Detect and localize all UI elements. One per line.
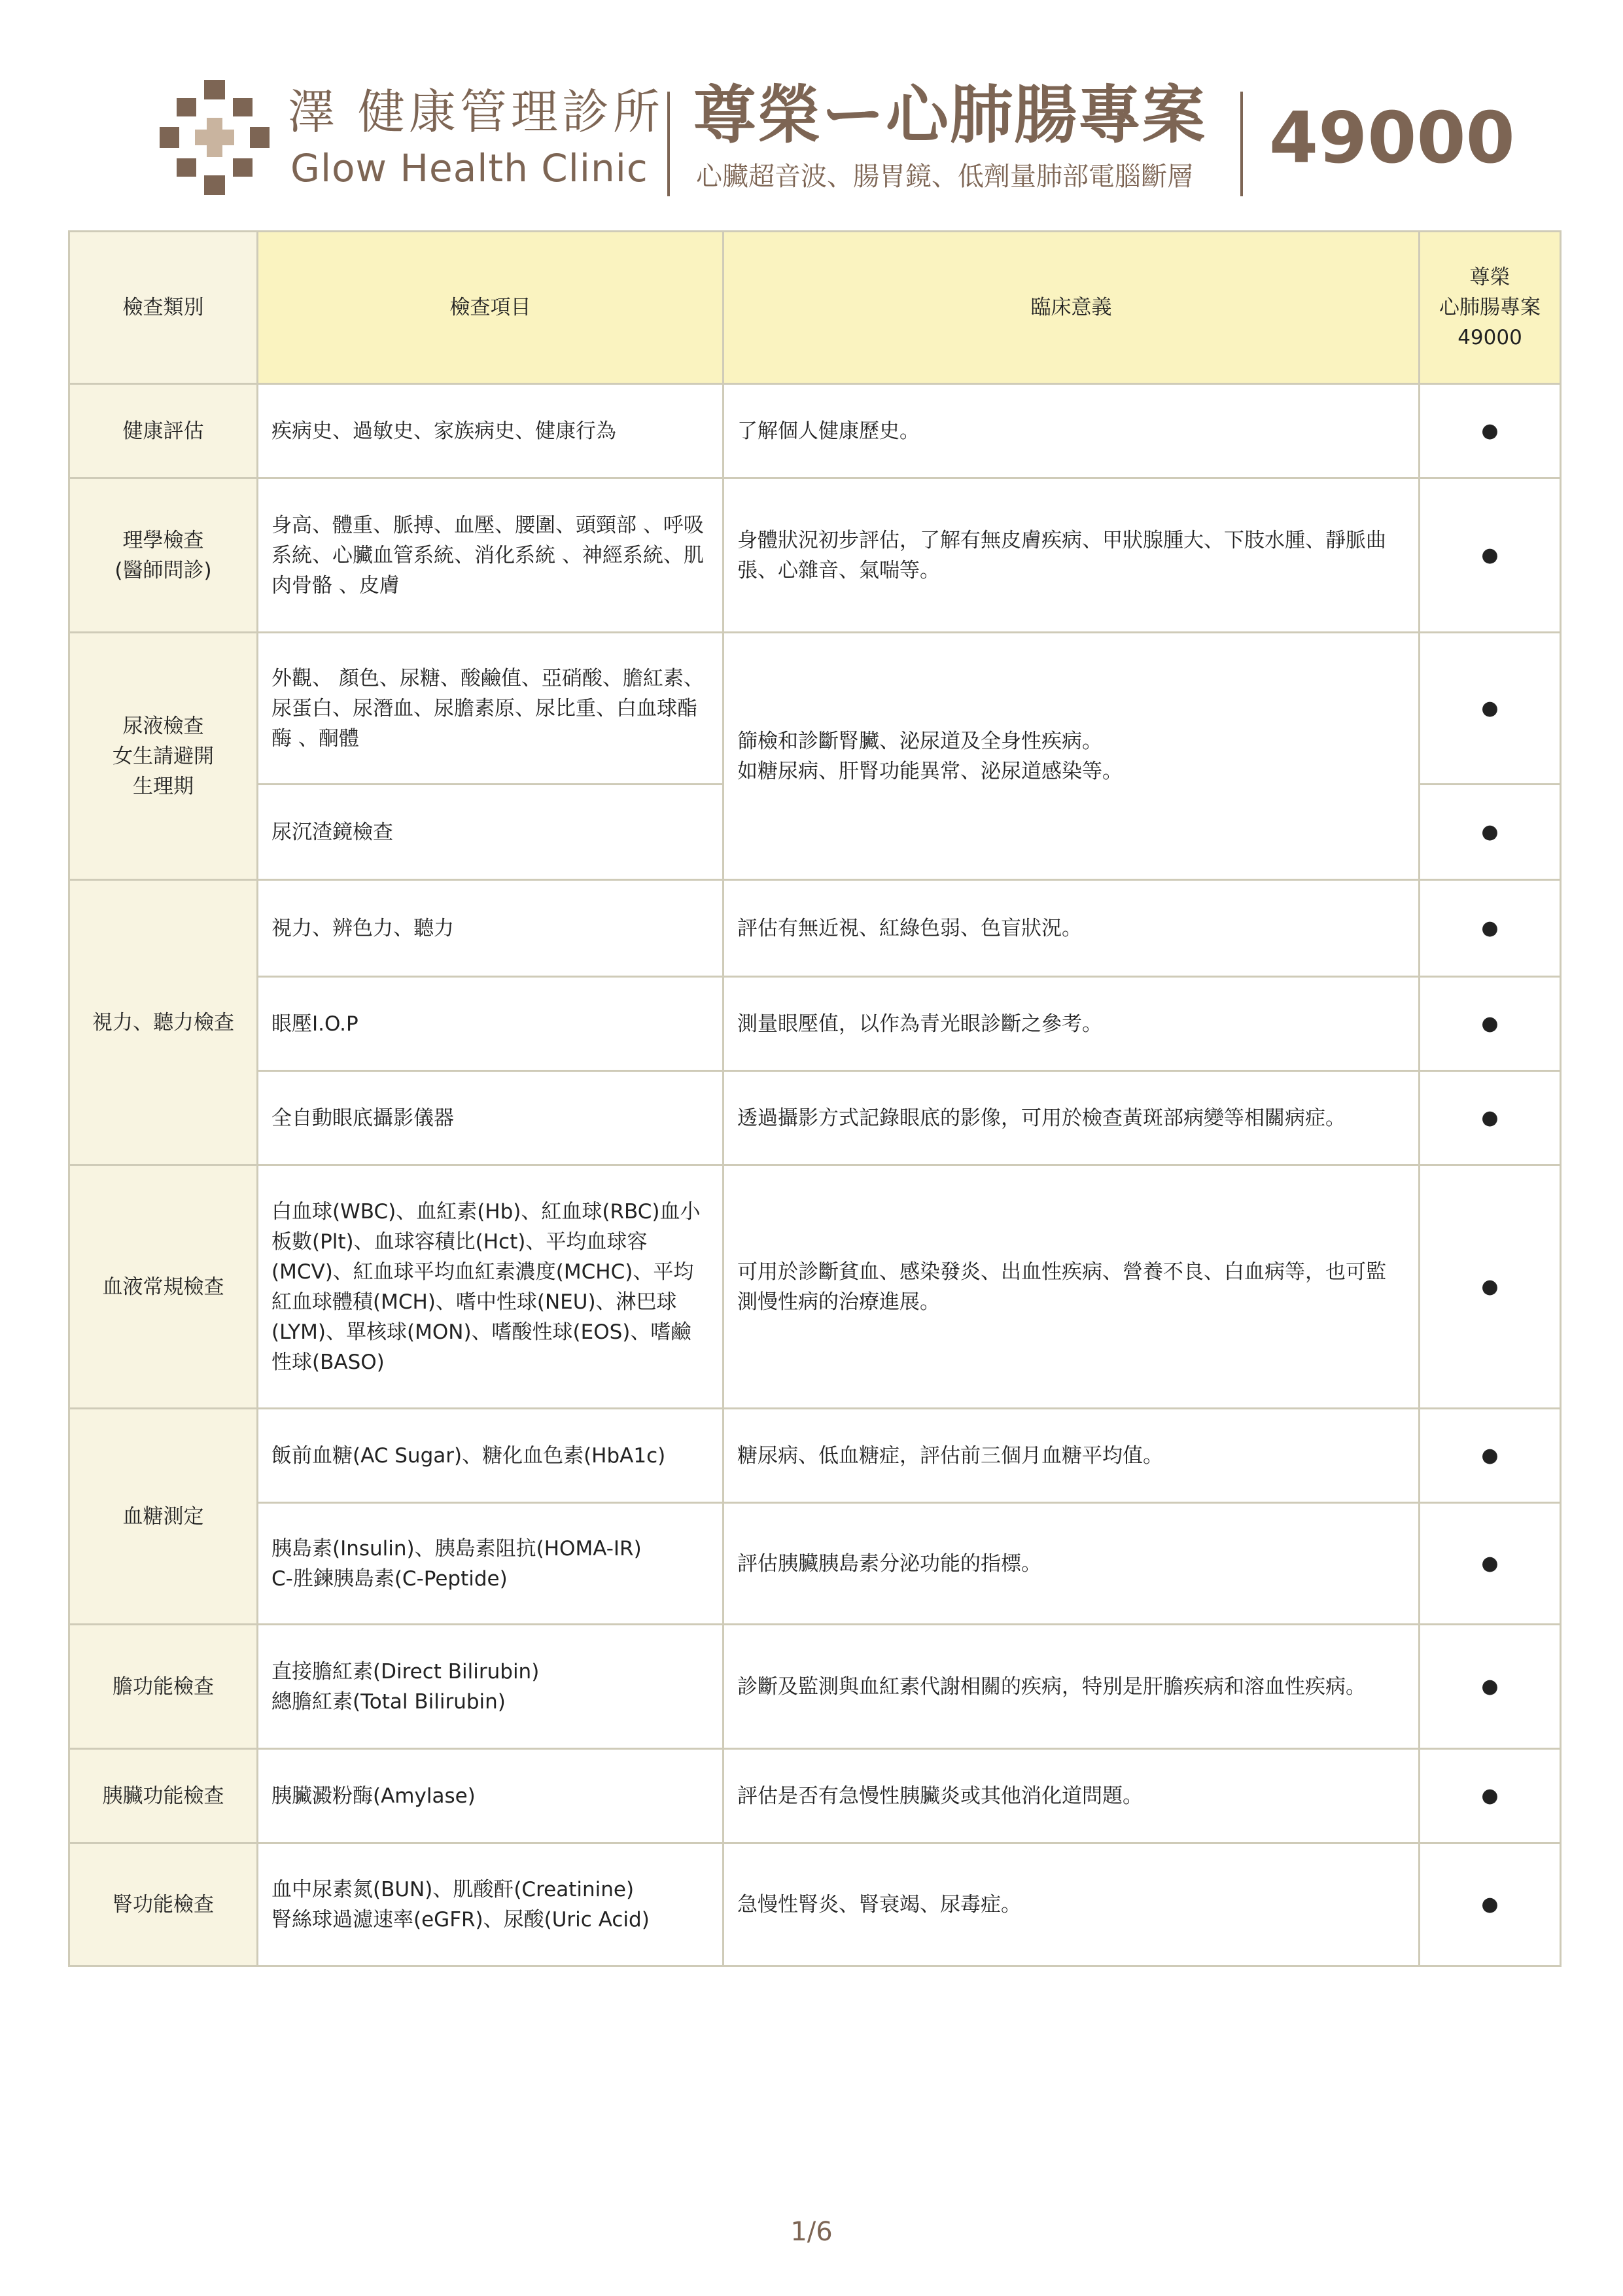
table-row [69,384,1561,478]
clinic-logo-icon [158,79,271,196]
clinic-name-en: Glow Health Clinic [290,146,648,190]
item-cell: 疾病史、過敏史、家族病史、健康行為 [258,384,724,478]
item-cell: 身高、體重、脈搏、血壓、腰圍、頭頸部 、呼吸系統、心臟血管系統、消化系統 、神經系統、肌肉骨骼 、皮膚 [258,478,724,633]
meaning-cell: 評估有無近視、紅綠色弱、色盲狀況。 [724,880,1420,977]
header-plan [1420,232,1561,384]
page-header [0,0,1623,222]
item-cell: 胰臟澱粉酶(Amylase) [258,1749,724,1843]
exam-table [68,230,1562,1967]
item-line: 胰島素(Insulin)、胰島素阻抗(HOMA-IR) C-胜鍊胰島素(C-Peptide) [271,1536,642,1591]
item-cell: 外觀、 顏色、尿糖、酸鹼值、亞硝酸、膽紅素、尿蛋白、尿潛血、尿膽素原、尿比重、白血球酯酶 、酮體 [258,633,724,785]
included-mark: ● [1420,977,1561,1071]
category-cell: 腎功能檢查 [69,1843,258,1966]
table-row [69,977,1561,1071]
meaning-cell: 可用於診斷貧血、感染發炎、出血性疾病、營養不良、白血病等，也可監測慢性病的治療進展。 [724,1165,1420,1409]
meaning-line: 篩檢和診斷腎臟、泌尿道及全身性疾病。 如糖尿病、肝腎功能異常、泌尿道感染等。 [737,729,1123,783]
included-mark: ● [1420,1165,1561,1409]
table-row [69,1843,1561,1966]
item-cell: 視力、辨色力、聽力 [258,880,724,977]
included-mark: ● [1420,785,1561,880]
header-plan-line: 49000 [1457,326,1522,349]
included-mark: ● [1420,1503,1561,1625]
category-cell: 血糖測定 [69,1409,258,1625]
category-cell [69,633,258,880]
page-number: 1/6 [790,2217,833,2247]
table-row [69,1625,1561,1749]
item-cell [258,1625,724,1749]
header-divider [667,92,670,196]
table-row [69,1749,1561,1843]
category-cell: 血液常規檢查 [69,1165,258,1409]
table-row [69,880,1561,977]
plan-price: 49000 [1269,97,1515,179]
item-cell: 白血球(WBC)、血紅素(Hb)、紅血球(RBC)血小板數(Plt)、血球容積比(Hct)、平均血球容(MCV)、紅血球平均血紅素濃度(MCHC)、平均紅血球體積(MCH)、嗜中性球(NEU)、淋巴球(LYM)、單核球(MON)、嗜酸性球(EOS)、嗜鹼性球(BASO) [258,1165,724,1409]
category-cell: 健康評估 [69,384,258,478]
included-mark: ● [1420,1625,1561,1749]
category-cell: 視力、聽力檢查 [69,880,258,1165]
meaning-cell: 評估胰臟胰島素分泌功能的指標。 [724,1503,1420,1625]
plan-title: 尊榮ー心肺腸專案 [693,79,1206,152]
included-mark: ● [1420,1409,1561,1503]
category-cell [69,478,258,633]
category-cell: 胰臟功能檢查 [69,1749,258,1843]
category-cell: 膽功能檢查 [69,1625,258,1749]
included-mark: ● [1420,880,1561,977]
included-mark: ● [1420,1071,1561,1165]
table-row [69,1165,1561,1409]
included-mark: ● [1420,478,1561,633]
table-row [69,1409,1561,1503]
meaning-cell [724,633,1420,880]
clinic-name-zh: 澤 健康管理診所 [288,84,664,139]
meaning-cell: 評估是否有急慢性胰臟炎或其他消化道問題。 [724,1749,1420,1843]
header-item: 檢查項目 [258,232,724,384]
meaning-cell: 診斷及監測與血紅素代謝相關的疾病，特別是肝膽疾病和溶血性疾病。 [724,1625,1420,1749]
item-cell: 飯前血糖(AC Sugar)、糖化血色素(HbA1c) [258,1409,724,1503]
category-line: 尿液檢查 女生請避開 生理期 [113,714,214,798]
item-cell: 尿沉渣鏡檢查 [258,785,724,880]
meaning-cell: 透過攝影方式記錄眼底的影像，可用於檢查黃斑部病變等相關病症。 [724,1071,1420,1165]
table-row [69,1071,1561,1165]
included-mark: ● [1420,1843,1561,1966]
included-mark: ● [1420,384,1561,478]
meaning-cell: 身體狀況初步評估，了解有無皮膚疾病、甲狀腺腫大、下肢水腫、靜脈曲張、心雜音、氣喘等。 [724,478,1420,633]
item-cell: 全自動眼底攝影儀器 [258,1071,724,1165]
table-row [69,1503,1561,1625]
table-header-row [69,232,1561,384]
item-line: 直接膽紅素(Direct Bilirubin) 總膽紅素(Total Bilirubin) [271,1659,540,1714]
header-divider [1240,92,1243,196]
meaning-cell: 急慢性腎炎、腎衰竭、尿毒症。 [724,1843,1420,1966]
included-mark: ● [1420,1749,1561,1843]
meaning-cell: 糖尿病、低血糖症，評估前三個月血糖平均值。 [724,1409,1420,1503]
item-cell [258,1843,724,1966]
meaning-cell: 測量眼壓值，以作為青光眼診斷之參考。 [724,977,1420,1071]
item-cell: 眼壓I.O.P [258,977,724,1071]
item-line: 血中尿素氮(BUN)、肌酸酐(Creatinine) 腎絲球過濾速率(eGFR)、尿酸(Uric Acid) [271,1877,650,1932]
header-meaning: 臨床意義 [724,232,1420,384]
category-line: 理學檢查 (醫師問診) [114,528,212,582]
item-cell [258,1503,724,1625]
header-plan-line: 尊榮 [1469,266,1510,289]
table-row [69,633,1561,785]
included-mark: ● [1420,633,1561,785]
plan-subtitle: 心臟超音波、腸胃鏡、低劑量肺部電腦斷層 [696,162,1193,192]
header-category: 檢查類別 [69,232,258,384]
meaning-cell: 了解個人健康歷史。 [724,384,1420,478]
table-row [69,478,1561,633]
header-plan-line: 心肺腸專案 [1439,296,1541,319]
